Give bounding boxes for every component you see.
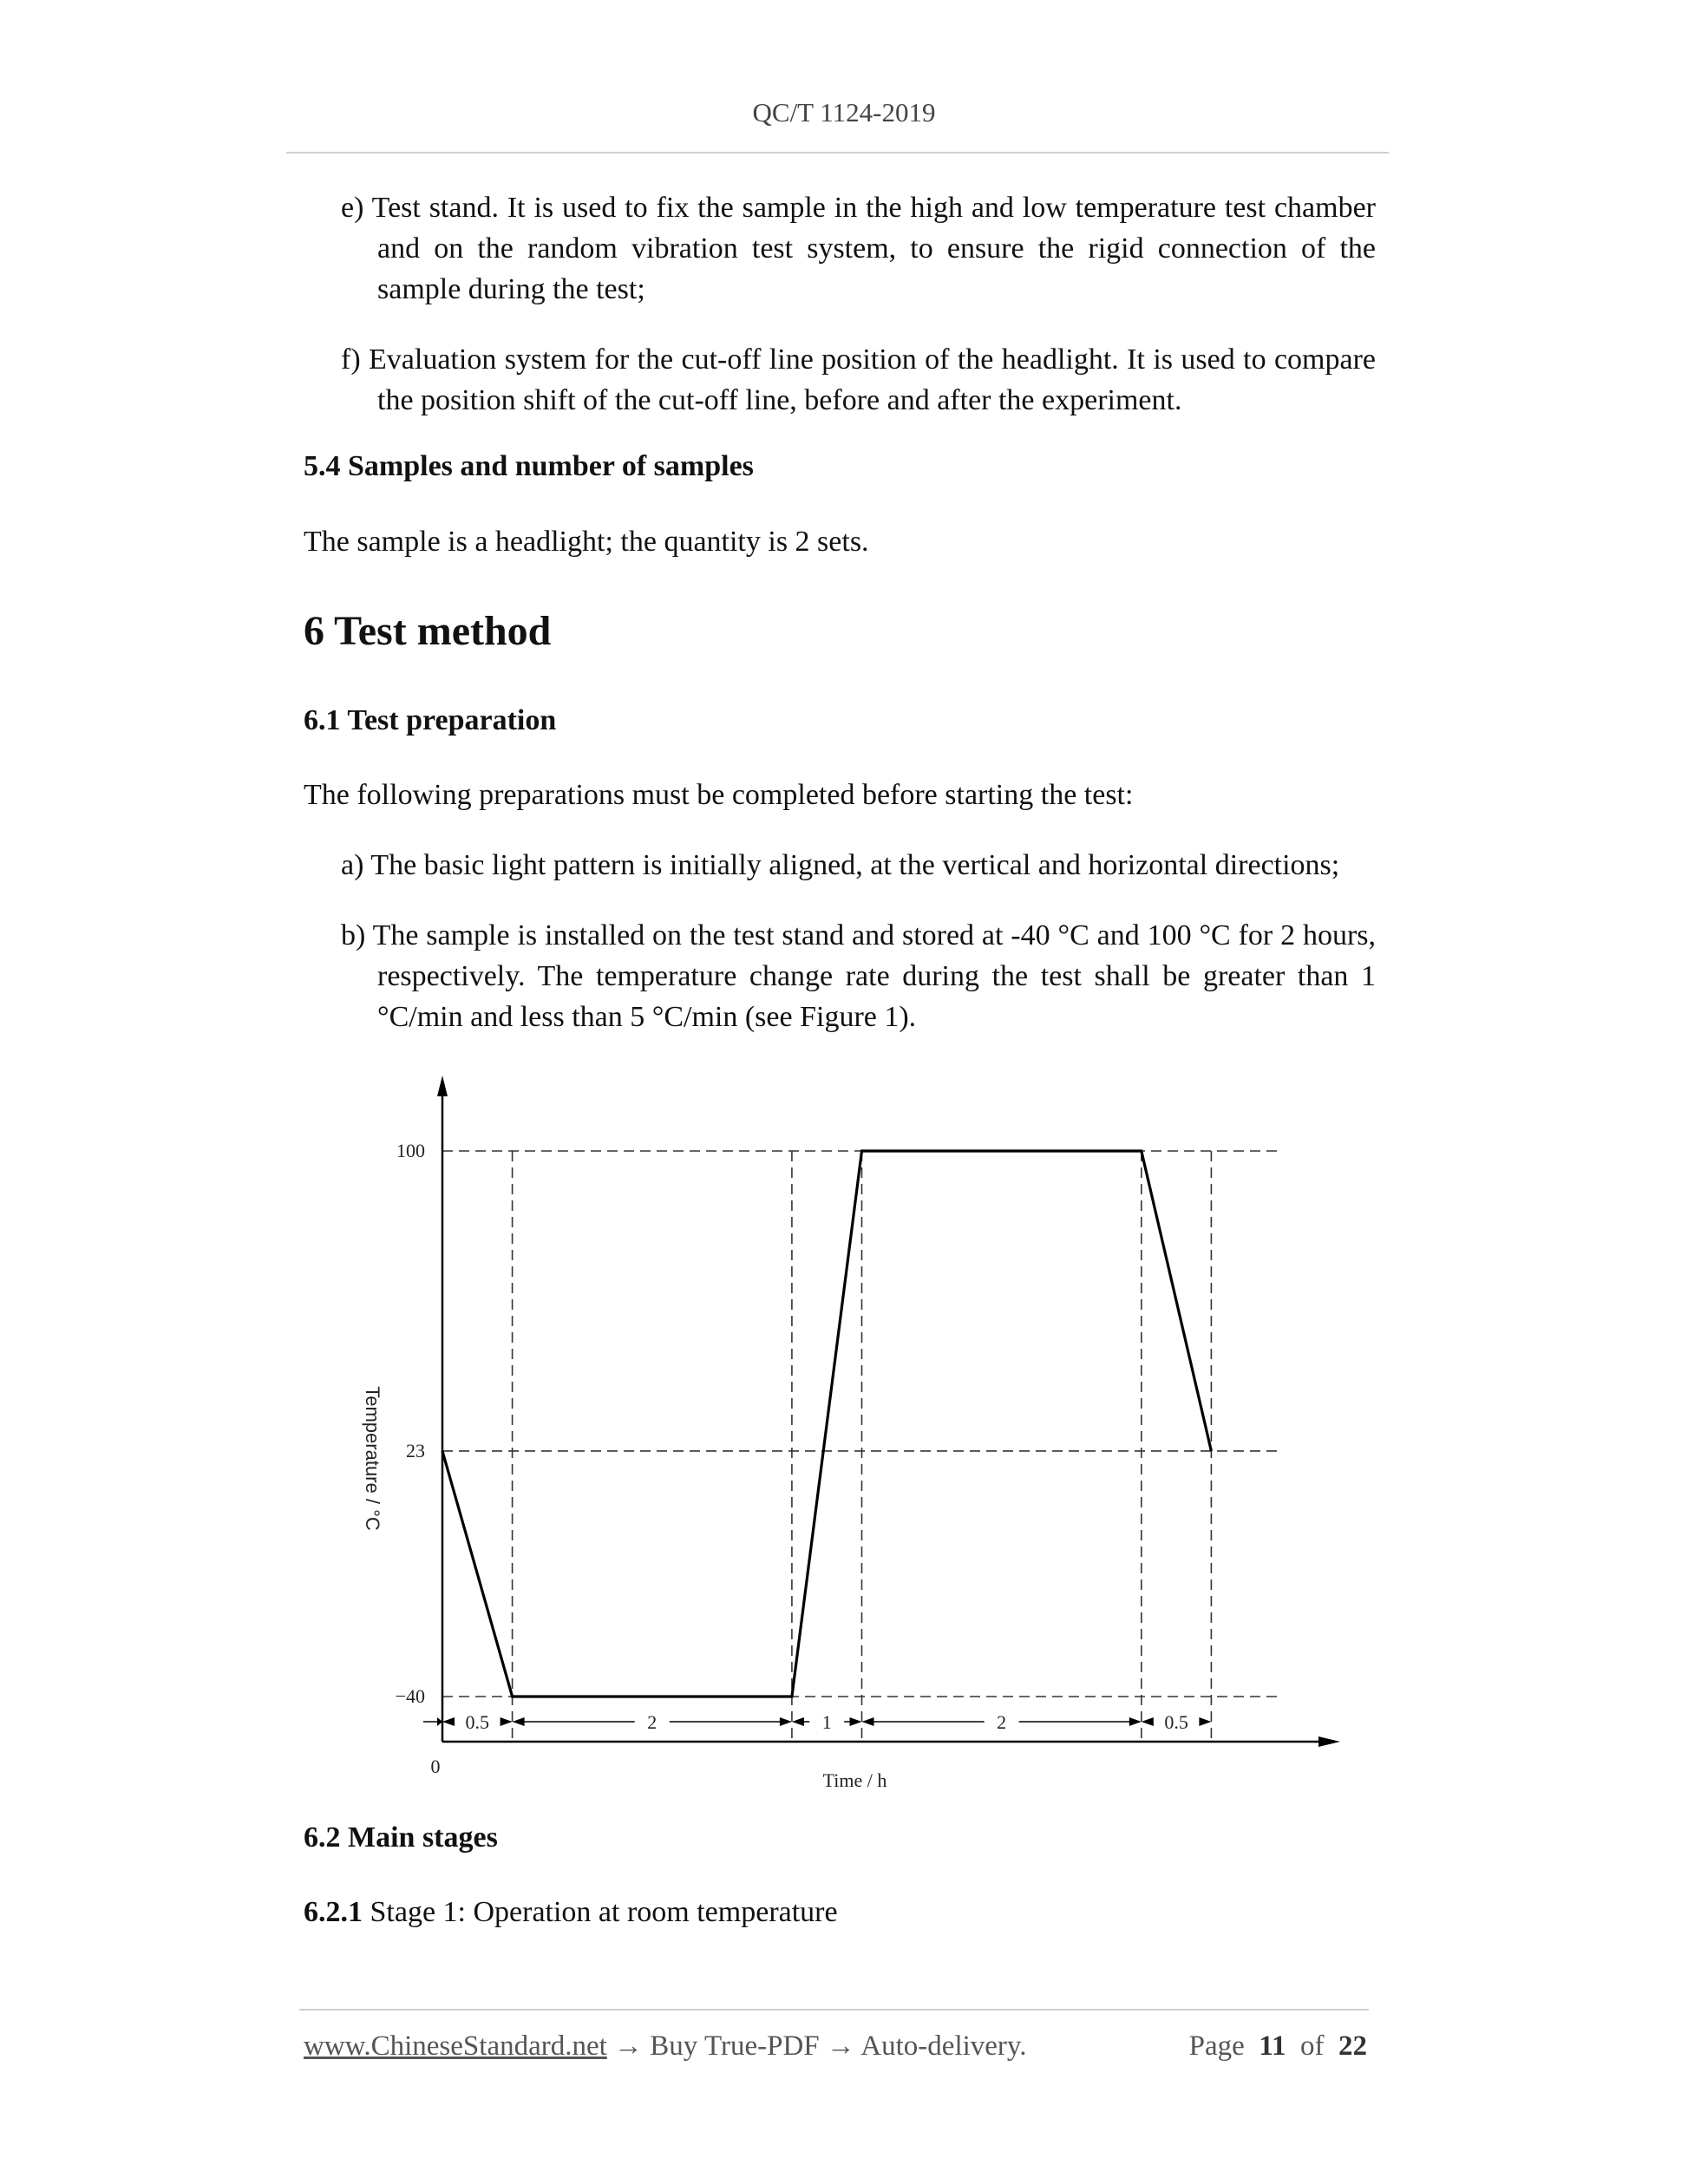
list-item-f: f) Evaluation system for the cut-off line position of the headlight. It is used to compare the position shift of the cut-off line, before and after the experiment. [341, 343, 1376, 416]
dim-arrow-left-4 [1142, 1717, 1154, 1726]
dim-arrow-right-2 [850, 1717, 862, 1726]
page-number: 11 [1259, 2030, 1286, 2062]
y-tick-label-2: −40 [395, 1685, 425, 1707]
section-6-2-1-text: Stage 1: Operation at room temperature [363, 1896, 838, 1928]
segment-duration-label-0: 0.5 [465, 1711, 490, 1733]
page-indicator: Page 11 of 22 [1188, 2030, 1367, 2062]
page-header: QC/T 1124-2019 [752, 97, 936, 128]
section-5-4-text: The sample is a headlight; the quantity is 2 sets. [304, 526, 869, 558]
dim-arrow-left-3 [862, 1717, 874, 1726]
dim-arrow-right-0 [501, 1717, 513, 1726]
y-axis-title: Temperature / °C [362, 1386, 383, 1531]
list-item-e: e) Test stand. It is used to fix the sample in the high and low temperature test chamber and on the random vibration test system, to ensure the rigid connection of the sample during the test; [341, 192, 1376, 305]
y-tick-label-0: 100 [396, 1140, 425, 1161]
section-6-heading: 6 Test method [304, 608, 552, 654]
footer-tagline: → Buy True-PDF → Auto-delivery. [606, 2030, 1027, 2062]
y-axis-arrow [437, 1076, 448, 1096]
x-origin-label: 0 [430, 1756, 441, 1777]
dim-arrow-left-1 [513, 1717, 525, 1726]
page-footer [304, 2030, 1367, 2063]
segment-duration-label-1: 2 [647, 1711, 658, 1733]
segment-duration-label-4: 0.5 [1164, 1711, 1188, 1733]
section-6-2-1 [304, 1892, 1376, 1932]
list-item-a: a) The basic light pattern is initially aligned, at the vertical and horizontal directions; [341, 849, 1340, 881]
y-tick-label-1: 23 [406, 1439, 425, 1461]
dim-arrow-left-2 [792, 1717, 804, 1726]
dim-arrow-left-0 [442, 1717, 455, 1726]
section-6-1-heading: 6.1 Test preparation [304, 704, 557, 736]
dim-arrow-right-4 [1199, 1717, 1211, 1726]
segment-duration-label-3: 2 [997, 1711, 1007, 1733]
section-6-2-heading: 6.2 Main stages [304, 1821, 498, 1854]
temperature-profile-chart [330, 1067, 1371, 1795]
segment-duration-label-2: 1 [821, 1711, 832, 1733]
section-5-4-heading: 5.4 Samples and number of samples [304, 450, 754, 482]
list-item-b: b) The sample is installed on the test stand and stored at -40 °C and 100 °C for 2 hours, respectively. The temperature change rate during the test shall be greater than 1 °C/min and less than 5 °C/min (see Figure 1). [341, 919, 1376, 1033]
section-6-1-intro: The following preparations must be completed before starting the test: [304, 779, 1134, 811]
footer-divider [299, 2009, 1369, 2011]
temperature-series-line [442, 1151, 1211, 1697]
x-axis-arrow [1318, 1736, 1340, 1747]
dim-arrow-right-1 [780, 1717, 792, 1726]
header-divider [286, 152, 1389, 154]
section-6-2-1-number: 6.2.1 [304, 1896, 363, 1928]
page-total: 22 [1338, 2030, 1367, 2062]
x-axis-title: Time / h [822, 1769, 887, 1791]
dim-arrow-right-3 [1129, 1717, 1142, 1726]
site-link[interactable]: www.ChineseStandard.net [304, 2030, 607, 2062]
